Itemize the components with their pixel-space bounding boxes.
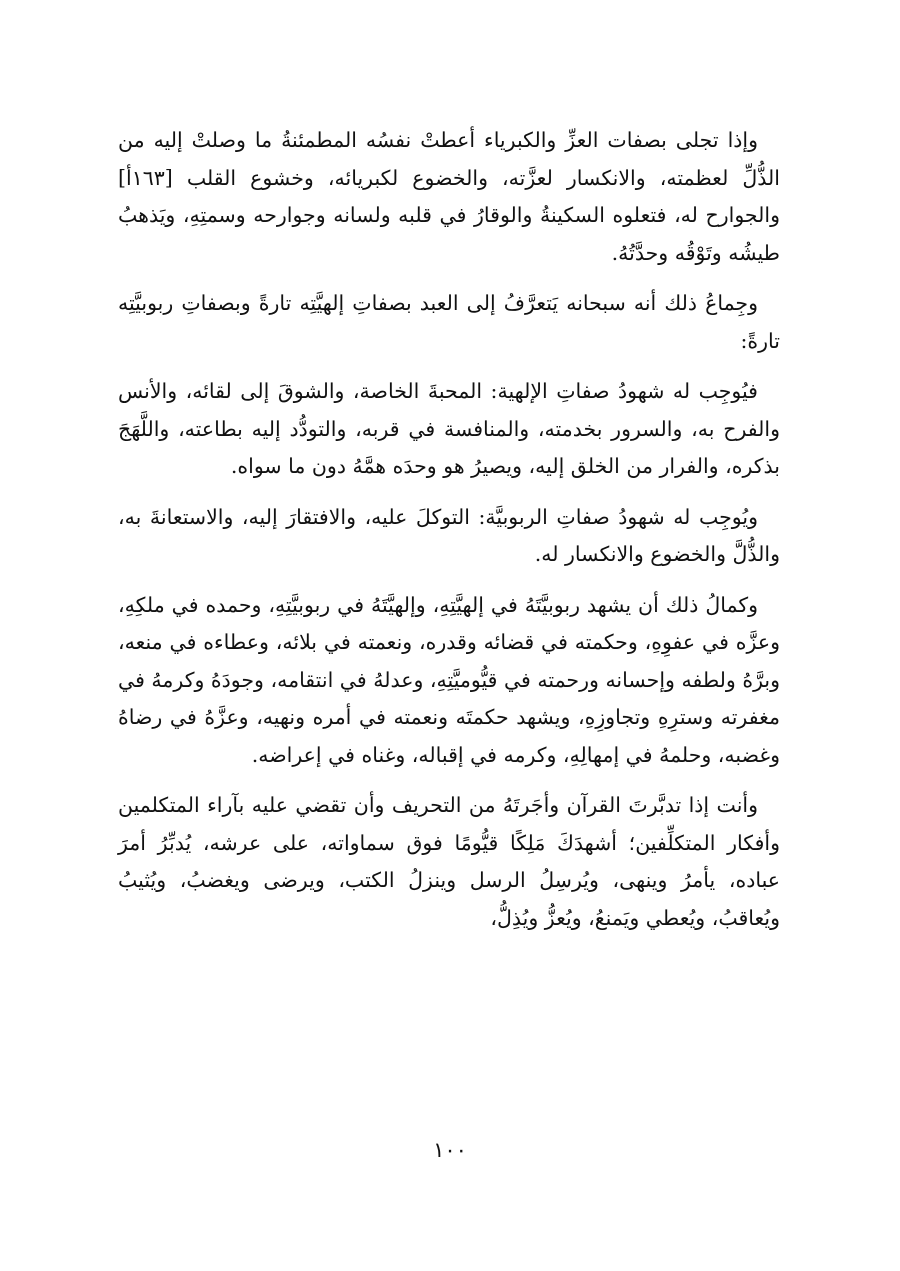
paragraph-6: وأنت إذا تدبَّرتَ القرآن وأجَرتَهُ من التحريف وأن تقضي عليه بآراء المتكلمين وأفكار المتكلِّفين؛ أشهدَكَ مَلِكًا قيُّومًا فوق سماواته، على عرشه، يُدبِّرُ أمرَ عباده، يأمرُ وينهى، ويُرسِلُ الرسل وينزلُ الكتب، ويرضى ويغضبُ، ويُثيبُ ويُعاقبُ، ويُعطي ويَمنعُ، ويُعزُّ ويُذِلُّ، [118, 793, 780, 930]
paragraph-4: ويُوجِب له شهودُ صفاتِ الربوبيَّة: التوكلَ عليه، والافتقارَ إليه، والاستعانةَ به، والذُّلَّ والخضوع والانكسار له. [118, 504, 780, 566]
paragraph-5: وكمالُ ذلك أن يشهد ربوبيَّتَهُ في إلهيَّتِهِ، وإلهيَّتَهُ في ربوبيَّتِهِ، وحمده في ملكِهِ، وعزَّه في عفوِهِ، وحكمته في قضائه وقدره، ونعمته في بلائه، وعطاءه في منعه، وبرَّهُ ولطفه وإحسانه ورحمته في قيُّوميَّتِهِ، وعدلهُ في انتقامه، وجودَهُ وكرمهُ في مغفرته وسترِهِ وتجاوزِهِ، ويشهد حكمتَه ونعمته في أمره ونهيه، وعزَّهُ في رضاهُ وغضبه، وحلمهُ في إمهالِهِ، وكرمه في إقباله، وغناه في إعراضه. [118, 592, 780, 767]
paragraph-1: وإذا تجلى بصفات العزِّ والكبرياء أعطتْ نفسُه المطمئنةُ ما وصلتْ إليه من الذُّلِّ لعظمته، والانكسار لعزَّته، والخضوع لكبريائه، وخشوع القلب [١٦٣أ] والجوارح له، فتعلوه السكينةُ والوقارُ في قلبه ولسانه وجوارحه وسمتِهِ، ويَذهبُ طيشُه وتَوْقُه وحدَّتُهُ. [118, 128, 780, 265]
paragraph-2: وجِماعُ ذلك أنه سبحانه يَتعرَّفُ إلى العبد بصفاتِ إلهيَّتِه تارةً وبصفاتِ ربوبيَّتِه تارةً: [118, 291, 780, 353]
body-text [118, 122, 780, 950]
paragraph-3: فيُوجِب له شهودُ صفاتِ الإلهية: المحبةَ الخاصة، والشوقَ إلى لقائه، والأنس والفرح به، والسرور بخدمته، والمنافسة في قربه، والتودُّد إليه بطاعته، واللَّهَجَ بذكره، والفرار من الخلق إليه، ويصيرُ هو وحدَه همَّهُ دون ما سواه. [118, 379, 780, 478]
page-number: ١٠٠ [433, 1138, 467, 1162]
